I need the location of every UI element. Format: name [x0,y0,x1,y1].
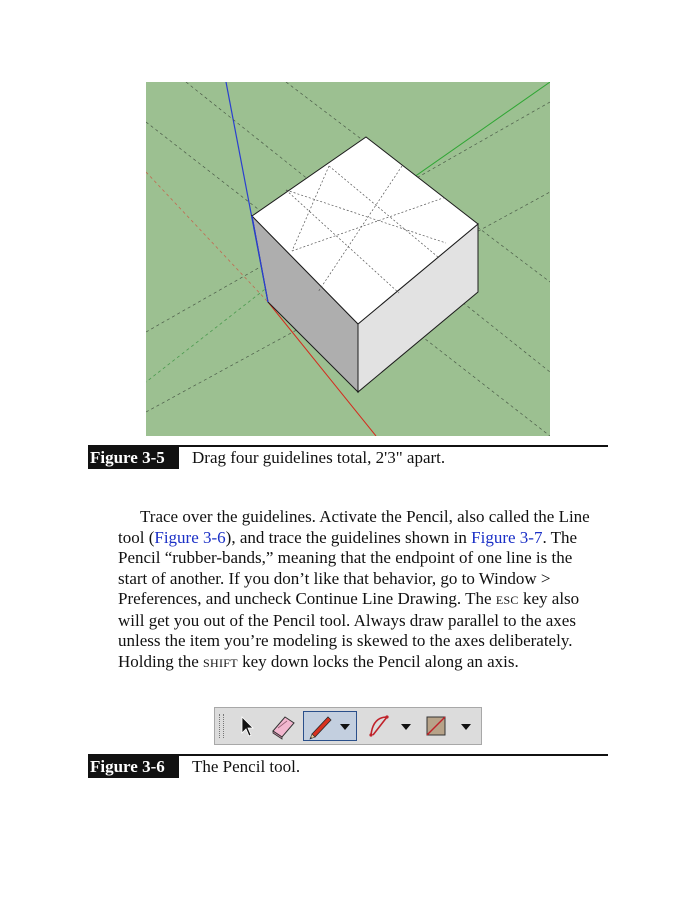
arc-icon [365,711,417,741]
text-fragment: . The [542,527,578,547]
text-fragment: Holding the [118,651,203,671]
paragraph-line: Pencil “rubber-bands,” meaning that the endpoint of one line is the [118,548,573,567]
text-fragment: key down locks the Pencil along an axis. [237,651,519,671]
paragraph-line [118,589,600,611]
figure-3-7-link[interactable]: Figure 3-7 [471,527,543,547]
paragraph-line: unless the item you’re modeling is skewed to the axes deliberately. [118,631,573,650]
rectangle-tool-button[interactable] [421,711,477,741]
eraser-icon [267,711,299,741]
pencil-tool-button[interactable] [303,711,357,741]
figure-label: Figure 3-5 [88,447,179,469]
body-paragraph [118,507,600,673]
figure-label: Figure 3-6 [88,756,179,778]
text-fragment: tool ( [118,527,155,547]
paragraph-line: start of another. If you don’t like that behavior, go to Window > [118,568,551,588]
chevron-down-icon [401,724,411,730]
figure-3-6-caption [88,754,608,780]
sketchup-cube-scene [146,82,550,436]
select-tool-button[interactable] [233,711,259,741]
paragraph-line: Trace over the guidelines. Activate the Pencil, also called the Line [140,507,590,526]
paragraph-line: will get you out of the Pencil tool. Always draw parallel to the axes [118,610,576,630]
rectangle-icon [421,711,477,741]
figure-3-5-image [146,82,550,436]
shift-key: SHIFT [203,655,238,670]
figure-3-6-link[interactable]: Figure 3-6 [154,527,226,547]
eraser-tool-button[interactable] [267,711,299,741]
paragraph-line [118,652,600,674]
figure-caption-text: Drag four guidelines total, 2'3" apart. [192,448,446,467]
esc-key: ESC [495,593,519,607]
figure-3-5-caption [88,445,608,471]
text-fragment: ), and trace the guidelines shown in [225,527,472,547]
drawing-toolbar [214,707,482,745]
text-fragment: key also [518,589,580,608]
chevron-down-icon [461,724,471,730]
paragraph-line [118,528,600,549]
arc-tool-button[interactable] [365,711,417,741]
select-arrow-icon [233,711,259,741]
toolbar-grip[interactable] [219,714,224,738]
chevron-down-icon [340,724,350,730]
pencil-icon [304,712,356,740]
figure-caption-text: The Pencil tool. [192,757,301,776]
text-fragment: Preferences, and uncheck Continue Line Drawing. The [118,589,496,608]
